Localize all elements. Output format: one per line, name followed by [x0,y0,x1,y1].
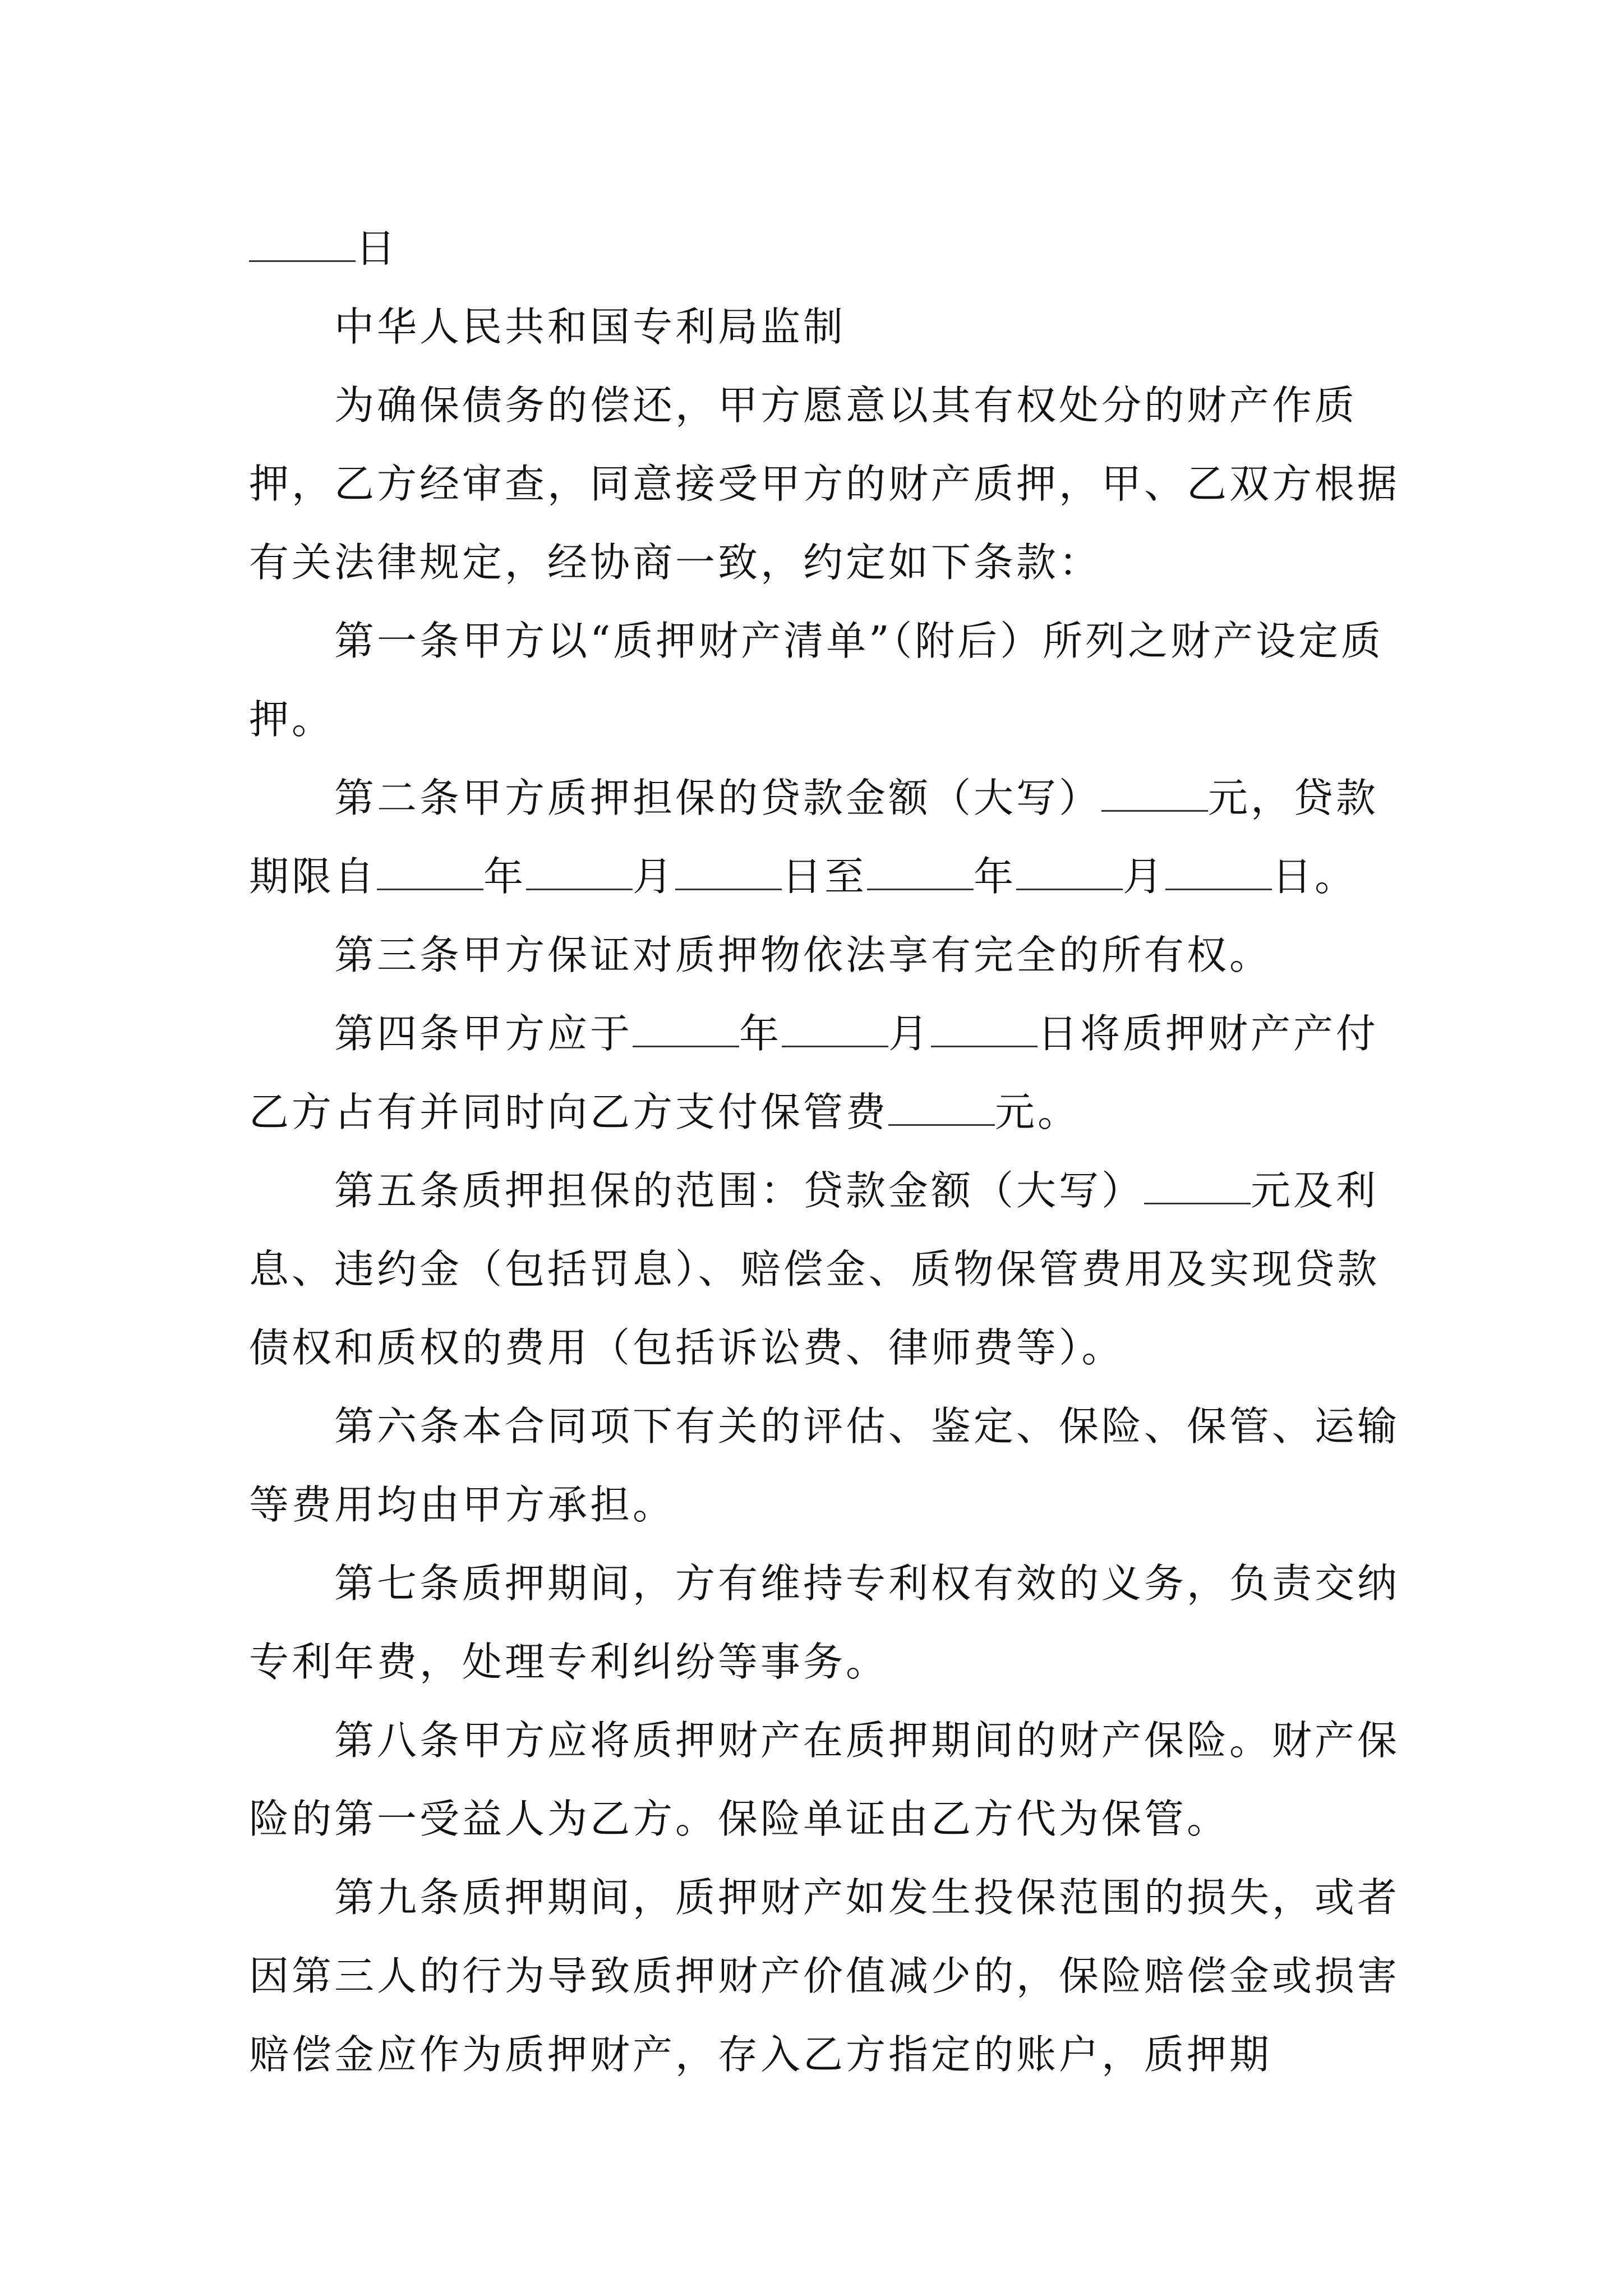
supervisor-line: 中华人民共和国专利局监制 [334,303,846,350]
blank-field [1016,855,1123,890]
blank-field [782,1012,888,1047]
blank-field [633,1012,739,1047]
blank-field [1165,855,1272,890]
blank-field [675,855,782,890]
blank-field [377,855,483,890]
article-6: 第六条本合同项下有关的评估、鉴定、保险、保管、运输等费用均由甲方承担。 [249,1403,1400,1528]
date-line: 日 [249,209,1404,288]
article-5: 第五条质押担保的范围：贷款金额（大写） 元及利息、违约金（包括罚息）、赔偿金、质物保管费用及实现贷款债权和质权的费用（包括诉讼费、律师费等）。 [249,1167,1380,1371]
blank-field [249,227,356,262]
article-2: 第二条甲方质押担保的贷款金额（大写） 元，贷款期限自 年 月 日至 年 月 日。 [249,775,1379,900]
article-1: 第一条甲方以“质押财产清单”（附后）所列之财产设定质押。 [249,618,1384,743]
article-4: 第四条甲方应于 年 月 日将质押财产产付乙方占有并同时向乙方支付保管费 元。 [249,1010,1379,1135]
blank-field [1101,776,1208,812]
article-3: 第三条甲方保证对质押物依法享有完全的所有权。 [334,932,1272,978]
blank-field [1144,1169,1251,1204]
blank-field [888,1091,995,1126]
article-7: 第七条质押期间，方有维持专利权有效的义务，负责交纳专利年费，处理专利纠纷等事务。 [249,1560,1400,1685]
article-9: 第九条质押期间，质押财产如发生投保范围的损失，或者因第三人的行为导致质押财产价值减少的，保险赔偿金或损害赔偿金应作为质押财产，存入乙方指定的账户，质押期 [249,1874,1400,2078]
document-body [249,209,1404,2094]
article-8: 第八条甲方应将质押财产在质押期间的财产保险。财产保险的第一受益人为乙方。保险单证由乙方代为保管。 [249,1717,1400,1842]
blank-field [931,1012,1038,1047]
preamble-paragraph: 为确保债务的偿还，甲方愿意以其有权处分的财产作质押，乙方经审查，同意接受甲方的财产质押，甲、乙双方根据有关法律规定，经协商一致，约定如下条款： [249,382,1400,586]
blank-field [526,855,633,890]
blank-field [867,855,974,890]
